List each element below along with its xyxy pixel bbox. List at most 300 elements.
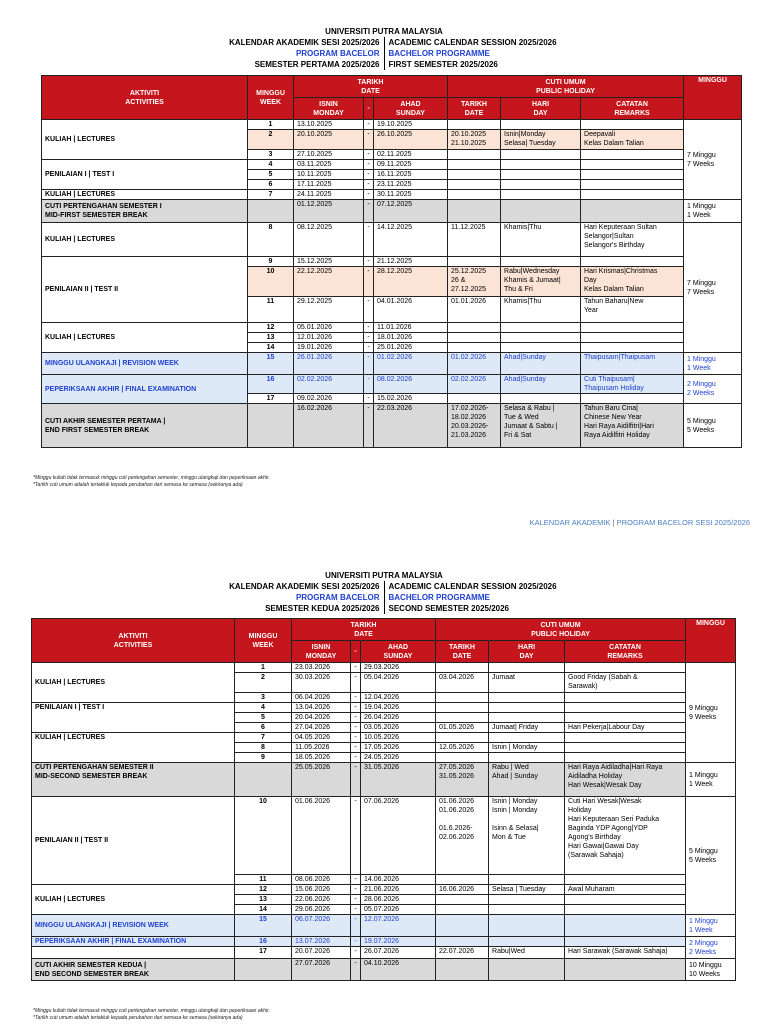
weeks-total: 1 Minggu 1 Week	[684, 200, 742, 223]
table-row	[42, 257, 742, 267]
holiday-day: Khamis|Thu	[501, 297, 581, 323]
holiday-day	[489, 663, 565, 673]
monday-date: 10.11.2025	[294, 170, 364, 180]
date-separator: -	[364, 404, 374, 448]
week-number	[248, 200, 294, 223]
holiday-day	[501, 257, 581, 267]
monday-date: 08.06.2026	[292, 875, 351, 885]
holiday-day: Rabu|Wednesday Khamis & Jumaat| Thu & Fri	[501, 267, 581, 297]
week-number: 3	[248, 150, 294, 160]
sunday-date: 23.11.2025	[374, 180, 448, 190]
week-number: 1	[248, 120, 294, 130]
table-row	[42, 404, 742, 448]
footer-program: PROGRAM BACELOR SESI 2025/2026	[616, 518, 750, 527]
table-row	[42, 353, 742, 375]
holiday-remarks	[581, 180, 684, 190]
holiday-day: Selasa & Rabu | Tue & Wed Jumaat & Sabtu | Fri & Sat	[501, 404, 581, 448]
activity-test-2: PENILAIAN II | TEST II	[32, 797, 235, 885]
footnotes	[33, 475, 270, 489]
activity-lectures: KULIAH | LECTURES	[42, 120, 248, 160]
holiday-remarks: Tahun Baru Cina| Chinese New Year Hari Raya Aidilfitri|Hari Raya Aidilfitri Holiday	[581, 404, 684, 448]
date-separator: -	[351, 959, 361, 981]
monday-date: 20.10.2025	[294, 130, 364, 150]
holiday-day	[489, 875, 565, 885]
sunday-date: 04.01.2026	[374, 297, 448, 323]
activity-lectures: KULIAH | LECTURES	[42, 190, 248, 200]
holiday-date	[436, 875, 489, 885]
program-ms: PROGRAM BACELOR	[180, 48, 385, 59]
holiday-remarks	[565, 959, 686, 981]
sunday-date: 25.01.2026	[374, 343, 448, 353]
date-separator: -	[351, 713, 361, 723]
sunday-date: 05.07.2026	[361, 905, 436, 915]
table-row	[32, 959, 736, 981]
monday-date: 09.02.2026	[294, 394, 364, 404]
holiday-remarks	[581, 343, 684, 353]
holiday-remarks: Awal Muharam	[565, 885, 686, 895]
week-number: 15	[248, 353, 294, 375]
holiday-day: Isnin | Monday Isnin | Monday Isinn & Selasa| Mon & Tue	[489, 797, 565, 875]
monday-date: 13.10.2025	[294, 120, 364, 130]
header-holiday-date: TARIKH DATE	[436, 641, 489, 663]
page-footer	[530, 518, 750, 527]
footer-calendar: KALENDAR AKADEMIK	[529, 518, 611, 527]
university-name: UNIVERSITI PUTRA MALAYSIA	[325, 27, 443, 36]
page2-header	[0, 570, 768, 614]
week-number: 7	[248, 190, 294, 200]
holiday-date	[436, 713, 489, 723]
holiday-remarks	[581, 160, 684, 170]
holiday-day	[501, 160, 581, 170]
header-dash: -	[364, 98, 374, 120]
header-monday: ISNIN MONDAY	[294, 98, 364, 120]
week-number: 15	[235, 915, 292, 937]
holiday-day	[501, 150, 581, 160]
holiday-day	[489, 937, 565, 947]
date-separator: -	[351, 723, 361, 733]
table-row	[32, 763, 736, 797]
date-separator: -	[351, 733, 361, 743]
holiday-remarks	[581, 257, 684, 267]
monday-date: 27.10.2025	[294, 150, 364, 160]
sunday-date: 09.11.2025	[374, 160, 448, 170]
holiday-day: Jumaat| Friday	[489, 723, 565, 733]
calendar-title-ms: KALENDAR AKADEMIK SESI 2025/2026	[180, 37, 385, 48]
calendar-table-semester-2	[31, 618, 736, 981]
monday-date: 19.01.2026	[294, 343, 364, 353]
monday-date: 29.06.2026	[292, 905, 351, 915]
weeks-total: 1 Minggu 1 Week	[686, 763, 736, 797]
holiday-remarks: Hari Pekerja|Labour Day	[565, 723, 686, 733]
date-separator: -	[364, 180, 374, 190]
holiday-remarks	[581, 150, 684, 160]
holiday-day	[501, 343, 581, 353]
calendar-table-semester-1	[41, 75, 742, 448]
sunday-date: 24.05.2026	[361, 753, 436, 763]
sunday-date: 28.12.2025	[374, 267, 448, 297]
week-number: 13	[235, 895, 292, 905]
header-sunday: AHAD SUNDAY	[361, 641, 436, 663]
activity-test-1: PENILAIAN I | TEST I	[42, 160, 248, 190]
date-separator: -	[364, 190, 374, 200]
table-row	[42, 375, 742, 394]
holiday-remarks: Thaipusam|Thaipusam	[581, 353, 684, 375]
header-public-holiday: CUTI UMUM PUBLIC HOLIDAY	[436, 619, 686, 641]
monday-date: 18.05.2026	[292, 753, 351, 763]
table-row	[42, 160, 742, 170]
holiday-remarks	[565, 693, 686, 703]
sunday-date: 10.05.2026	[361, 733, 436, 743]
week-number: 14	[235, 905, 292, 915]
header-date: TARIKH DATE	[294, 76, 448, 98]
sunday-date: 07.06.2026	[361, 797, 436, 875]
monday-date: 01.12.2025	[294, 200, 364, 223]
holiday-day	[489, 895, 565, 905]
weeks-total: 1 Minggu 1 Week	[686, 915, 736, 937]
holiday-date: 03.04.2026	[436, 673, 489, 693]
holiday-remarks	[581, 323, 684, 333]
holiday-date: 22.07.2026	[436, 947, 489, 959]
sunday-date: 05.04.2026	[361, 673, 436, 693]
date-separator: -	[364, 170, 374, 180]
activity-lectures: KULIAH | LECTURES	[32, 885, 235, 915]
holiday-remarks	[565, 895, 686, 905]
header-week: MINGGU WEEK	[235, 619, 292, 663]
date-separator: -	[364, 353, 374, 375]
header-holiday-remarks: CATATAN REMARKS	[565, 641, 686, 663]
holiday-date	[436, 959, 489, 981]
activity-final-exam: PEPERIKSAAN AKHIR | FINAL EXAMINATION	[32, 937, 235, 947]
holiday-date	[448, 394, 501, 404]
footer-separator: |	[610, 518, 617, 527]
monday-date: 05.01.2026	[294, 323, 364, 333]
program-en: BACHELOR PROGRAMME	[388, 49, 490, 58]
holiday-remarks: Tahun Baharu|New Year	[581, 297, 684, 323]
holiday-date	[448, 190, 501, 200]
date-separator: -	[364, 200, 374, 223]
activity-mid-semester-break: CUTI PERTENGAHAN SEMESTER I MID-FIRST SEMESTER BREAK	[42, 200, 248, 223]
date-separator: -	[351, 763, 361, 797]
semester-ms: SEMESTER PERTAMA 2025/2026	[180, 59, 385, 70]
activity-blank	[32, 947, 235, 959]
holiday-date	[448, 150, 501, 160]
footnote-2: *Tarikh cuti umum adalah tertakluk kepada perubahan dari semasa ke semasa (sekiranya ada)	[33, 482, 243, 488]
date-separator: -	[364, 394, 374, 404]
week-number: 8	[248, 223, 294, 257]
holiday-date	[448, 200, 501, 223]
header-minggu: MINGGU	[684, 76, 742, 120]
monday-date: 26.01.2026	[294, 353, 364, 375]
holiday-day	[501, 323, 581, 333]
holiday-remarks	[565, 753, 686, 763]
holiday-day: Jumaat	[489, 673, 565, 693]
holiday-date	[448, 323, 501, 333]
holiday-day	[489, 693, 565, 703]
semester-en: FIRST SEMESTER 2025/2026	[388, 60, 498, 69]
sunday-date: 19.04.2026	[361, 703, 436, 713]
holiday-day	[489, 703, 565, 713]
holiday-date	[448, 333, 501, 343]
week-number: 3	[235, 693, 292, 703]
holiday-date	[448, 257, 501, 267]
week-number: 2	[248, 130, 294, 150]
monday-date: 16.02.2026	[294, 404, 364, 448]
week-number: 6	[248, 180, 294, 190]
sunday-date: 28.06.2026	[361, 895, 436, 905]
monday-date: 25.05.2026	[292, 763, 351, 797]
header-holiday-day: HARI DAY	[501, 98, 581, 120]
table-row	[42, 223, 742, 257]
week-number: 9	[235, 753, 292, 763]
date-separator: -	[351, 905, 361, 915]
holiday-date: 01.06.2026 01.06.2026 01.6.2026- 02.06.2026	[436, 797, 489, 875]
monday-date: 17.11.2025	[294, 180, 364, 190]
holiday-remarks	[565, 703, 686, 713]
week-number: 11	[248, 297, 294, 323]
holiday-date	[436, 915, 489, 937]
sunday-date: 26.04.2026	[361, 713, 436, 723]
sunday-date: 02.11.2025	[374, 150, 448, 160]
sunday-date: 11.01.2026	[374, 323, 448, 333]
holiday-remarks	[565, 713, 686, 723]
footnotes	[33, 1008, 270, 1022]
date-separator: -	[364, 323, 374, 333]
holiday-day: Rabu|Wed	[489, 947, 565, 959]
holiday-date: 01.01.2026	[448, 297, 501, 323]
sunday-date: 26.07.2026	[361, 947, 436, 959]
week-number: 16	[248, 375, 294, 394]
monday-date: 08.12.2025	[294, 223, 364, 257]
week-number	[248, 404, 294, 448]
date-separator: -	[364, 223, 374, 257]
week-number: 9	[248, 257, 294, 267]
monday-date: 06.07.2026	[292, 915, 351, 937]
header-minggu: MINGGU	[686, 619, 736, 663]
week-number: 10	[235, 797, 292, 875]
holiday-remarks	[581, 170, 684, 180]
table-row	[32, 797, 736, 875]
date-separator: -	[364, 257, 374, 267]
date-separator: -	[364, 267, 374, 297]
calendar-title-en: ACADEMIC CALENDAR SESSION 2025/2026	[388, 38, 557, 47]
date-separator: -	[351, 915, 361, 937]
activity-test-2: PENILAIAN II | TEST II	[42, 257, 248, 323]
holiday-remarks: Hari Raya Aidiladha|Hari Raya Aidiladha Holiday Hari Wesak|Wesak Day	[565, 763, 686, 797]
week-number: 5	[235, 713, 292, 723]
holiday-remarks	[565, 905, 686, 915]
holiday-date	[436, 703, 489, 713]
week-number: 7	[235, 733, 292, 743]
date-separator: -	[351, 895, 361, 905]
monday-date: 04.05.2026	[292, 733, 351, 743]
footnote-2: *Tarikh cuti umum adalah tertakluk kepada perubahan dari semasa ke semasa (sekiranya ada)	[33, 1015, 243, 1021]
holiday-day	[489, 959, 565, 981]
holiday-date	[448, 180, 501, 190]
holiday-remarks	[565, 733, 686, 743]
date-separator: -	[351, 673, 361, 693]
header-activity: AKTIVITI ACTIVITIES	[32, 619, 235, 663]
holiday-day	[489, 733, 565, 743]
holiday-date	[436, 937, 489, 947]
table-row	[42, 200, 742, 223]
table-row	[42, 323, 742, 333]
weeks-total: 5 Minggu 5 Weeks	[686, 797, 736, 915]
week-number: 4	[235, 703, 292, 713]
holiday-remarks: Good Friday (Sabah & Sarawak)	[565, 673, 686, 693]
table-row	[42, 120, 742, 130]
monday-date: 29.12.2025	[294, 297, 364, 323]
holiday-date: 02.02.2026	[448, 375, 501, 394]
holiday-remarks: Cuti Thaipusam| Thaipusam Holiday	[581, 375, 684, 394]
monday-date: 27.04.2026	[292, 723, 351, 733]
monday-date: 30.03.2026	[292, 673, 351, 693]
holiday-day	[501, 170, 581, 180]
date-separator: -	[351, 703, 361, 713]
date-separator: -	[364, 160, 374, 170]
holiday-remarks	[565, 915, 686, 937]
date-separator: -	[351, 743, 361, 753]
week-number: 16	[235, 937, 292, 947]
sunday-date: 19.10.2025	[374, 120, 448, 130]
sunday-date: 07.12.2025	[374, 200, 448, 223]
week-number: 13	[248, 333, 294, 343]
holiday-remarks	[581, 190, 684, 200]
table-row	[32, 733, 736, 743]
holiday-day	[501, 200, 581, 223]
holiday-date	[436, 905, 489, 915]
sunday-date: 26.10.2025	[374, 130, 448, 150]
header-activity: AKTIVITI ACTIVITIES	[42, 76, 248, 120]
week-number: 17	[248, 394, 294, 404]
holiday-day: Khamis|Thu	[501, 223, 581, 257]
date-separator: -	[364, 130, 374, 150]
holiday-day	[501, 180, 581, 190]
weeks-total: 2 Minggu 2 Weeks	[684, 375, 742, 404]
sunday-date: 31.05.2026	[361, 763, 436, 797]
holiday-date: 11.12.2025	[448, 223, 501, 257]
week-number: 11	[235, 875, 292, 885]
date-separator: -	[364, 333, 374, 343]
monday-date: 15.12.2025	[294, 257, 364, 267]
holiday-remarks	[581, 333, 684, 343]
holiday-remarks: Cuti Hari Wesak|Wesak Holiday Hari Keputeraan Seri Paduka Baginda YDP Agong|YDP Agong's Birthday Hari Gawai|Gawai Day (Sarawak Sahaja)	[565, 797, 686, 875]
semester-ms: SEMESTER KEDUA 2025/2026	[180, 603, 385, 614]
sunday-date: 22.03.2026	[374, 404, 448, 448]
holiday-day	[501, 333, 581, 343]
date-separator: -	[364, 343, 374, 353]
monday-date: 03.11.2025	[294, 160, 364, 170]
week-number: 2	[235, 673, 292, 693]
monday-date: 11.05.2026	[292, 743, 351, 753]
table-row	[32, 947, 736, 959]
sunday-date: 12.07.2026	[361, 915, 436, 937]
week-number: 5	[248, 170, 294, 180]
date-separator: -	[351, 947, 361, 959]
holiday-day: Rabu | Wed Ahad | Sunday	[489, 763, 565, 797]
weeks-total: 1 Minggu 1 Week	[684, 353, 742, 375]
activity-final-exam: PEPERIKSAAN AKHIR | FINAL EXAMINATION	[42, 375, 248, 404]
monday-date: 12.01.2026	[294, 333, 364, 343]
week-number: 1	[235, 663, 292, 673]
holiday-date: 27.05.2026 31.05.2026	[436, 763, 489, 797]
holiday-day	[501, 190, 581, 200]
monday-date: 13.07.2026	[292, 937, 351, 947]
holiday-day	[489, 905, 565, 915]
holiday-date	[436, 733, 489, 743]
holiday-day: Isnin | Monday	[489, 743, 565, 753]
monday-date: 20.07.2026	[292, 947, 351, 959]
holiday-day	[501, 394, 581, 404]
activity-revision-week: MINGGU ULANGKAJI | REVISION WEEK	[32, 915, 235, 937]
header-sunday: AHAD SUNDAY	[374, 98, 448, 120]
monday-date: 20.04.2026	[292, 713, 351, 723]
weeks-total: 2 Minggu 2 Weeks	[686, 937, 736, 959]
holiday-remarks	[581, 394, 684, 404]
date-separator: -	[351, 693, 361, 703]
holiday-date	[448, 343, 501, 353]
header-date: TARIKH DATE	[292, 619, 436, 641]
week-number: 6	[235, 723, 292, 733]
table-row	[32, 937, 736, 947]
holiday-remarks: Deepavali Kelas Dalam Talian	[581, 130, 684, 150]
holiday-date: 17.02.2026- 18.02.2026 20.03.2026- 21.03.2026	[448, 404, 501, 448]
week-number: 8	[235, 743, 292, 753]
holiday-remarks: Hari Sarawak (Sarawak Sahaja)	[565, 947, 686, 959]
holiday-date: 01.02.2026	[448, 353, 501, 375]
sunday-date: 29.03.2026	[361, 663, 436, 673]
holiday-remarks	[565, 937, 686, 947]
footnote-1: *Minggu kuliah tidak termasuk minggu cuti pertengahan semester, minggu ulangkaji dan peperiksaan akhir.	[33, 475, 270, 481]
table-row	[32, 915, 736, 937]
calendar-title-ms: KALENDAR AKADEMIK SESI 2025/2026	[180, 581, 385, 592]
sunday-date: 08.02.2026	[374, 375, 448, 394]
sunday-date: 18.01.2026	[374, 333, 448, 343]
sunday-date: 21.12.2025	[374, 257, 448, 267]
sunday-date: 14.12.2025	[374, 223, 448, 257]
activity-mid-semester-break: CUTI PERTENGAHAN SEMESTER II MID-SECOND SEMESTER BREAK	[32, 763, 235, 797]
header-week: MINGGU WEEK	[248, 76, 294, 120]
sunday-date: 30.11.2025	[374, 190, 448, 200]
sunday-date: 03.05.2026	[361, 723, 436, 733]
sunday-date: 21.06.2026	[361, 885, 436, 895]
monday-date: 22.06.2026	[292, 895, 351, 905]
holiday-remarks: Hari Krismas|Christmas Day Kelas Dalam Talian	[581, 267, 684, 297]
table-row	[32, 703, 736, 713]
holiday-remarks	[581, 200, 684, 223]
program-en: BACHELOR PROGRAMME	[388, 593, 490, 602]
holiday-day: Ahad|Sunday	[501, 353, 581, 375]
holiday-date	[448, 170, 501, 180]
holiday-date	[436, 753, 489, 763]
holiday-date	[436, 663, 489, 673]
header-holiday-day: HARI DAY	[489, 641, 565, 663]
week-number: 4	[248, 160, 294, 170]
weeks-total: 9 Minggu 9 Weeks	[686, 663, 736, 763]
holiday-remarks	[581, 120, 684, 130]
sunday-date: 04.10.2026	[361, 959, 436, 981]
date-separator: -	[351, 937, 361, 947]
holiday-day	[489, 915, 565, 937]
monday-date: 02.02.2026	[294, 375, 364, 394]
activity-lectures: KULIAH | LECTURES	[42, 323, 248, 353]
page1-header	[0, 26, 768, 70]
date-separator: -	[351, 753, 361, 763]
table-row	[42, 190, 742, 200]
monday-date: 23.03.2026	[292, 663, 351, 673]
calendar-title-en: ACADEMIC CALENDAR SESSION 2025/2026	[388, 582, 557, 591]
weeks-total: 7 Minggu 7 Weeks	[684, 223, 742, 353]
weeks-total: 5 Minggu 5 Weeks	[684, 404, 742, 448]
